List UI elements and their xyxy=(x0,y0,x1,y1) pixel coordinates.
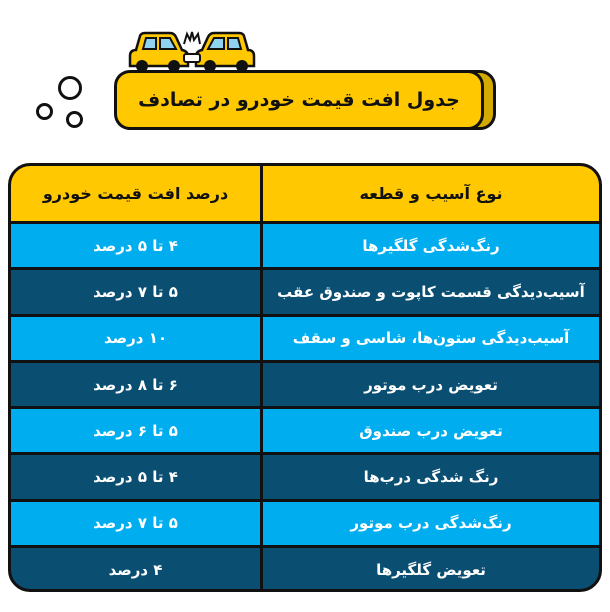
bubble-large xyxy=(58,76,82,100)
table-row xyxy=(11,267,599,313)
cell-part: رنگ شدگی درب‌ها xyxy=(263,455,599,498)
cell-part: آسیب‌دیدگی قسمت کاپوت و صندوق عقب xyxy=(263,270,599,313)
table-row xyxy=(11,314,599,360)
bubbles-icon xyxy=(36,76,96,136)
cell-part: آسیب‌دیدگی ستون‌ها، شاسی و سقف xyxy=(263,317,599,360)
table-row xyxy=(11,499,599,545)
header-percent: درصد افت قیمت خودرو xyxy=(11,166,263,221)
table-row xyxy=(11,221,599,267)
cell-percent: ۱۰ درصد xyxy=(11,317,263,360)
table-row xyxy=(11,545,599,591)
table-row xyxy=(11,452,599,498)
cell-percent: ۴ تا ۵ درصد xyxy=(11,224,263,267)
cell-percent: ۶ تا ۸ درصد xyxy=(11,363,263,406)
cell-percent: ۵ تا ۷ درصد xyxy=(11,270,263,313)
cell-percent: ۴ تا ۵ درصد xyxy=(11,455,263,498)
table-row xyxy=(11,360,599,406)
cell-percent: ۵ تا ۷ درصد xyxy=(11,502,263,545)
cell-part: تعویض درب موتور xyxy=(263,363,599,406)
cell-part: تعویض گلگیرها xyxy=(263,548,599,591)
page-title: جدول افت قیمت خودرو در تصادف xyxy=(138,89,460,111)
bubble-small-left xyxy=(36,103,53,120)
table-header-row xyxy=(11,166,599,221)
two-cars-collision-icon xyxy=(126,30,258,74)
cell-percent: ۴ درصد xyxy=(11,548,263,591)
depreciation-table xyxy=(8,163,602,592)
table-row xyxy=(11,406,599,452)
title-banner xyxy=(114,70,484,130)
cell-part: رنگ‌شدگی گلگیرها xyxy=(263,224,599,267)
cell-part: رنگ‌شدگی درب موتور xyxy=(263,502,599,545)
header-part: نوع آسیب و قطعه xyxy=(263,166,599,221)
cell-part: تعویض درب صندوق xyxy=(263,409,599,452)
cell-percent: ۵ تا ۶ درصد xyxy=(11,409,263,452)
bubble-small-right xyxy=(66,111,83,128)
